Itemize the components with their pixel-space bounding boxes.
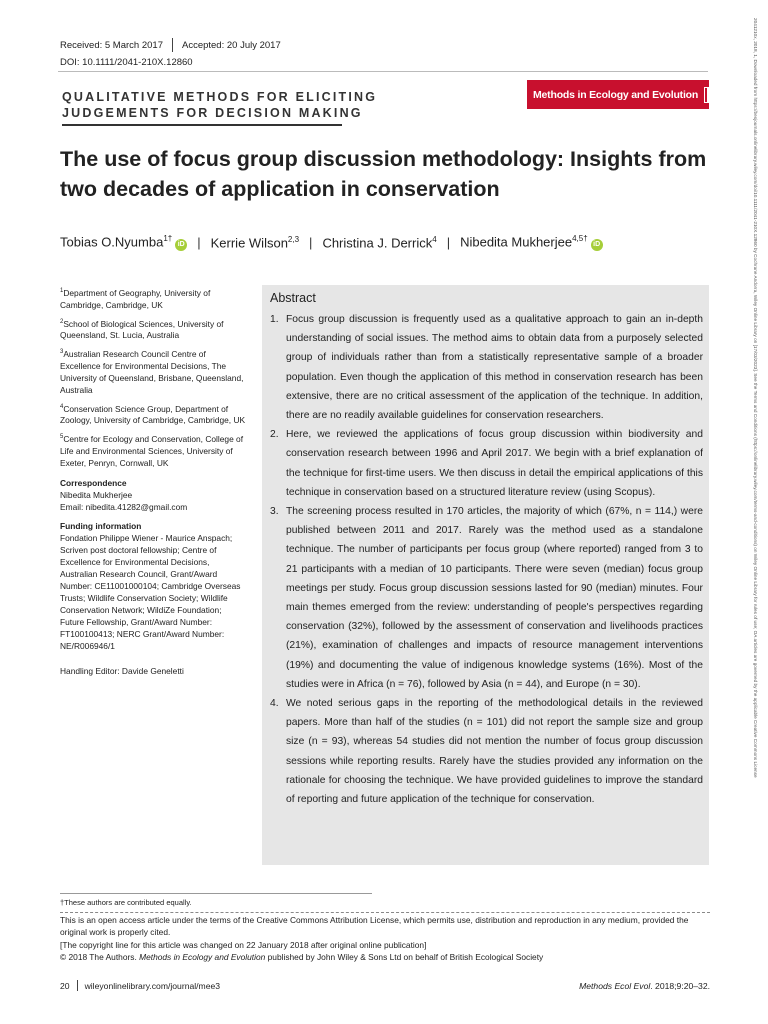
license-divider [60,912,710,913]
section-label [62,89,377,121]
funding-text: Fondation Philippe Wiener - Maurice Anspach; Scriven post doctoral fellowship; Centre of Excellence for Environmental Decisions, Australian Research Council, Grant/Award Number: CE11001000104; Cambridge Overseas Trusts; Wildlife Conservation Society; Wildlife Conservation Network; WildiZe Foundation; Future Fellowship, Grant/Award Number: FT100100413; NERC Grant/Award Number: NE/R006946/1 [60,533,241,651]
affiliation-number: 3 [60,349,64,356]
abstract-box [262,285,709,865]
correspondence-block [60,478,246,514]
article-title: The use of focus group discussion methodology: Insights from two decades of application in conservation [60,147,707,201]
abstract-item-text: Here, we reviewed the applications of focus group discussion within biodiversity and conservation research between 1996 and April 2017. We begin with a brief explanation of the technique for first-time users. We then discuss in detail the empirical applications of this technique in conservation based on a structured literature review (using Scopus). [286,429,703,498]
author[interactable] [60,234,187,251]
handling-editor: Handling Editor: Davide Geneletti [60,666,184,677]
author-affiliation-sup: 1† [163,234,173,243]
author[interactable] [322,235,436,250]
page-number: 20 [60,980,70,991]
author[interactable] [211,235,299,250]
affiliation-number: 5 [60,434,64,441]
side-download-text: 2041210x, 2018, 1, Downloaded from https://besjournals.onlinelibrary.wiley.com/doi/10.1111/2041-210X.12860 by Cochrane Andorra, Wiley Online Library on [17/03/2023]. See the Terms and Conditions (https://onlinelibrary.wiley.com/terms-and-conditions) on Wiley Online Library for rules of use; OA articles are governed by the applicable Creative Commons License [753,18,758,778]
funding-block [60,521,246,652]
received-accepted-dates [60,38,281,52]
affiliation-text: Conservation Science Group, Department of Zoology, University of Cambridge, Cambridge, UK [60,403,246,426]
bes-line2: ECOLOGICAL [715,90,749,97]
abstract-item-number: 3. [270,506,279,518]
license-text [60,914,710,964]
header-divider [58,71,708,72]
footer-journal-abbrev: Methods Ecol Evol [579,980,651,991]
orcid-icon[interactable]: iD [175,239,187,251]
abstract-item [270,694,703,809]
received-date: Received: 5 March 2017 [60,39,163,51]
author-separator: | [446,235,451,251]
journal-url[interactable]: wileyonlinelibrary.com/journal/mee3 [84,980,221,991]
abstract-item-number: 4. [270,698,279,710]
article-info-column [60,286,246,678]
author-affiliation-sup: 4 [432,235,437,244]
correspondence-name: Nibedita Mukherjee [60,489,133,500]
section-label-line1: QUALITATIVE METHODS FOR ELICITING [62,90,378,104]
abstract-item-text: The screening process resulted in 170 articles, the majority of which (67%, n = 114,) were published between 2011 and 2017. Rarely was the method used as a standalone technique. The number of participants per focus group (where reported) ranged from 3 to 21 participants with a median of 10 participants. There were seven (median) focus group meetings per study. Focus group discussion sessions lasted for 90 (median) minutes. Four main themes emerged from the review: understanding of people's perspectives regarding conservation (32%), followed by the assessment of conservation and livelihoods practices (21%), examination of challenges and impacts of resource management interventions (19%) and documenting the value of indigenous knowledge systems (16%). Most of the studies were in Africa (n = 76), followed by Asia (n = 44), and Europe (n = 30). [286,506,703,690]
affiliation [60,347,246,396]
bes-logo-text [715,86,748,103]
affiliation [60,402,246,428]
author-name: Tobias O.Nyumba [60,234,164,250]
abstract-item [270,502,703,694]
bes-logo [704,86,748,103]
page-footer [60,980,710,991]
affiliation-text: Australian Research Council Centre of Excellence for Environmental Decisions, The University of Queensland, Brisbane, Queensland, Australia [60,349,244,395]
author-name: Christina J. Derrick [322,235,433,251]
license-line1: This is an open access article under the terms of the Creative Commons Attribution License, which permits use, distribution and reproduction in any medium, provided the original work is properly cited. [60,915,689,938]
abstract-item [270,425,703,502]
author[interactable] [460,234,603,251]
license-line3-prefix: © 2018 The Authors. [60,952,140,963]
funding-heading: Funding information [60,521,142,532]
abstract-list [270,310,703,809]
accepted-date: Accepted: 20 July 2017 [181,39,281,51]
license-line2: [The copyright line for this article was changed on 22 January 2018 after original online publication] [60,939,427,950]
footnote-divider [60,893,372,894]
affiliation-number: 4 [60,403,64,410]
affiliation [60,317,246,343]
affiliation-number: 2 [60,318,64,325]
abstract-item-number: 1. [270,314,279,325]
abstract-item-number: 2. [270,429,279,441]
affiliation [60,286,246,312]
section-underline [62,124,342,126]
footer-divider [77,980,78,991]
abstract-title: Abstract [270,291,316,305]
footer-citation [579,981,710,991]
abstract-item [270,310,703,425]
author-name: Kerrie Wilson [210,235,288,251]
author-affiliation-sup: 2,3 [287,235,300,244]
date-divider [172,38,173,52]
affiliation-text: Department of Geography, University of Cambridge, Cambridge, UK [60,287,211,310]
affiliation-number: 1 [60,288,64,294]
author-name: Nibedita Mukherjee [460,234,573,250]
doi[interactable]: DOI: 10.1111/2041-210X.12860 [60,57,193,68]
footer-citation-text: . 2018;9:20–32. [650,980,710,991]
affiliations [60,286,246,470]
section-label-line2: JUDGEMENTS FOR DECISION MAKING [62,106,363,120]
journal-name: Methods in Ecology and Evolution [533,88,699,101]
author-separator: | [309,235,313,251]
bes-line3: SOCIETY [715,96,738,103]
correspondence-email[interactable]: Email: nibedita.41282@gmail.com [60,501,188,512]
bes-logo-icon [704,87,712,103]
affiliation [60,432,246,470]
affiliation-text: School of Biological Sciences, University of Queensland, St. Lucia, Australia [60,318,224,341]
author-list [60,234,603,251]
abstract-item-text: We noted serious gaps in the reporting of the methodological details in the reviewed papers. More than half of the studies (n = 101) did not report the sample size and group size (n = 93), whereas 54 studies did not mention the number of focus group discussion sessions while reporting results. Rarely have the studies provided any information on the rationale for choosing the technique. We have provided guidelines to improve the standard of reporting and future application of the technique for conservation. [286,698,703,806]
license-line3 [60,951,710,963]
author-affiliation-sup: 4,5† [572,234,588,243]
orcid-icon[interactable]: iD [591,239,603,251]
affiliation-text: Centre for Ecology and Conservation, College of Life and Environmental Sciences, University of Exeter, Penryn, Cornwall, UK [60,434,244,468]
license-line3-suffix: published by John Wiley & Sons Ltd on behalf of British Ecological Society [265,952,544,963]
journal-badge[interactable] [527,80,749,109]
side-download-notice [748,18,762,1008]
abstract-item-text: Focus group discussion is frequently used as a qualitative approach to gain an in-depth understanding of social issues. The method aims to obtain data from a purposely selected group of individuals rather than from a statistically representative sample of a broader population. Even though the application of this method in conservation research has been extensive, there are no critical assessment of the application of the technique. In addition, there are no readily available guidelines for conservation researchers. [286,314,703,422]
footnote: †These authors are contributed equally. [60,898,192,907]
license-line3-journal: Methods in Ecology and Evolution [139,952,266,963]
author-separator: | [197,235,201,251]
bes-line1: BRITISH [715,85,736,92]
correspondence-heading: Correspondence [60,477,127,488]
